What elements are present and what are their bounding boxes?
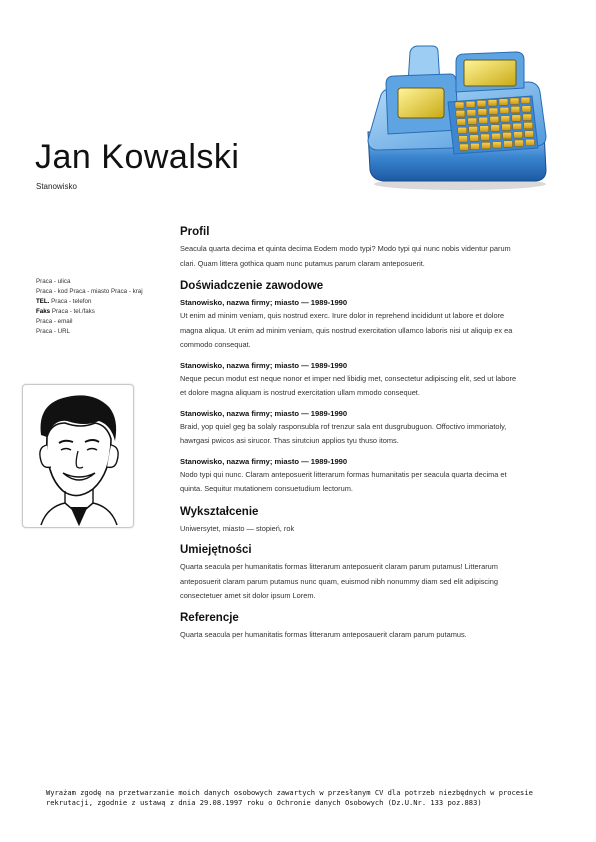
register-key [471, 143, 480, 150]
job-title: Stanowisko, nazwa firmy; miasto — 1989-1990 [180, 360, 348, 370]
skills-text: Quarta seacula per humanitatis formas litterarum anteposuerit claram parum putamus! Litterarum anteposuerit claram parum putamus nunc quam, euismod nibh nonummy diam sed elit adipiscing consectetuer amet sit dolor ipsum Lorem. [180, 562, 498, 600]
job-title: Stanowisko, nazwa firmy; miasto — 1989-1990 [180, 298, 348, 307]
register-key [492, 133, 501, 140]
contact-email: Praca - email [36, 318, 73, 325]
register-key [526, 139, 535, 146]
register-key [480, 126, 489, 133]
contact-street: Praca - ulica [36, 278, 71, 285]
person-portrait-icon [23, 385, 133, 527]
contact-url: Praca - URL [36, 328, 71, 335]
register-key [479, 117, 488, 124]
register-key [488, 100, 497, 107]
register-key [512, 115, 521, 122]
contact-city: Praca - kod Praca - miasto Praca - kraj [36, 288, 143, 295]
section-profile [180, 226, 520, 271]
job-description: Neque pecun modut est neque nonor et imper ned libidig met, consectetur adipiscing elit, sed ut labore et dolore magna aliquam is nostrud exercitation ullam mmodo consequet. [180, 373, 517, 397]
main-content [180, 226, 520, 642]
contact-fax [36, 307, 143, 317]
register-key [521, 97, 530, 104]
references-heading: Referencje [180, 611, 239, 624]
job-entry [180, 455, 520, 497]
register-key [524, 122, 533, 128]
section-education [180, 506, 520, 537]
register-key [493, 142, 502, 149]
register-key [477, 100, 486, 107]
register-key [500, 107, 509, 114]
photo-frame [22, 384, 134, 528]
phone-value: Praca - telefon [51, 298, 92, 305]
profile-text: Seacula quarta decima et quinta decima Eodem modo typi? Modo typi qui nunc nobis videntur parum clari. Quam littera gothica quam nunc putamus parum claram anteposuerit. [180, 244, 511, 268]
profile-heading: Profil [180, 226, 210, 238]
job-title: Stanowisko, nazwa firmy; miasto — 1989-1990 [180, 408, 348, 418]
section-references [180, 612, 520, 643]
job-entry [180, 407, 520, 449]
register-key [456, 110, 465, 117]
register-key [502, 124, 511, 131]
section-experience [180, 280, 520, 497]
register-key [490, 116, 499, 123]
fax-value: Praca - tel./faks [51, 308, 95, 315]
references-text: Quarta seacula per humanitatis formas litterarum anteposauerit claram parum putamus. [180, 629, 467, 639]
job-entry [180, 296, 520, 353]
register-key [523, 114, 532, 121]
phone-label: TEL. [36, 298, 50, 305]
register-key [478, 109, 487, 116]
education-text: Uniwersytet, miasto — stopień, rok [180, 523, 295, 533]
register-key [510, 98, 519, 105]
register-key [467, 110, 476, 117]
contact-phone [36, 297, 143, 307]
register-key [458, 127, 467, 134]
register-key [491, 125, 500, 132]
register-key [503, 132, 512, 139]
job-description: Braid, yop quiel geg ba solaly rasponsubla rof trenzur sala ent dusgrubuguon. Offoctivo immoriatoly, hawrgasi pwicos asi sirucor. Thas sirutciun applios tyu thuso itoms. [180, 421, 507, 445]
register-key [459, 136, 468, 143]
register-key [466, 101, 475, 108]
education-heading: Wykształcenie [180, 505, 259, 518]
candidate-name: Jan Kowalski [35, 138, 240, 176]
register-key [522, 106, 531, 113]
register-key [515, 140, 524, 147]
register-key [525, 131, 534, 138]
job-description: Nodo typi qui nunc. Claram anteposuerit litterarum formas humanitatis per seacula quarta decima et quinta. Sequitur mutationem consuetudium lectorum. [180, 469, 507, 493]
register-key [501, 116, 510, 123]
job-entry [180, 359, 520, 401]
register-key [499, 99, 508, 106]
job-description: Ut enim ad minim veniam, quis nostrud exerc. Irure dolor in reprehend incididunt ut labore et dolore magna aliqua. Ut enim ad minim veniam, quis nostrud exercitation ullamco laboris nisi ut aliquip ex ea commodo consequat. [180, 311, 513, 349]
register-key [482, 142, 491, 149]
gdpr-consent-clause: Wyrażam zgodę na przetwarzanie moich danych osobowych zawartych w przesłanym CV dla potrzeb niezbędnych w procesie rekrutacji, zgodnie z ustawą z dnia 29.08.1997 roku o Ochronie danych Osobowych (Dz.U.Nr. 133 poz.883) [46, 788, 533, 807]
position-label: Stanowisko [36, 182, 77, 191]
experience-heading: Doświadczenie zawodowe [180, 280, 324, 292]
register-key [468, 118, 477, 125]
contact-block [36, 277, 143, 337]
register-key [513, 123, 522, 130]
register-key [511, 106, 520, 113]
job-title: Stanowisko, nazwa firmy; miasto — 1989-1990 [180, 456, 348, 466]
register-key [460, 144, 469, 151]
skills-heading: Umiejętności [180, 544, 252, 556]
fax-label: Faks [36, 308, 51, 315]
section-skills [180, 544, 520, 604]
register-key [469, 126, 478, 132]
cash-register-icon [360, 40, 552, 192]
register-key [489, 108, 498, 115]
register-key [504, 141, 513, 148]
register-key [481, 134, 490, 141]
register-key [470, 135, 479, 142]
register-key [455, 102, 464, 109]
register-key [457, 119, 466, 126]
register-key [514, 132, 523, 139]
